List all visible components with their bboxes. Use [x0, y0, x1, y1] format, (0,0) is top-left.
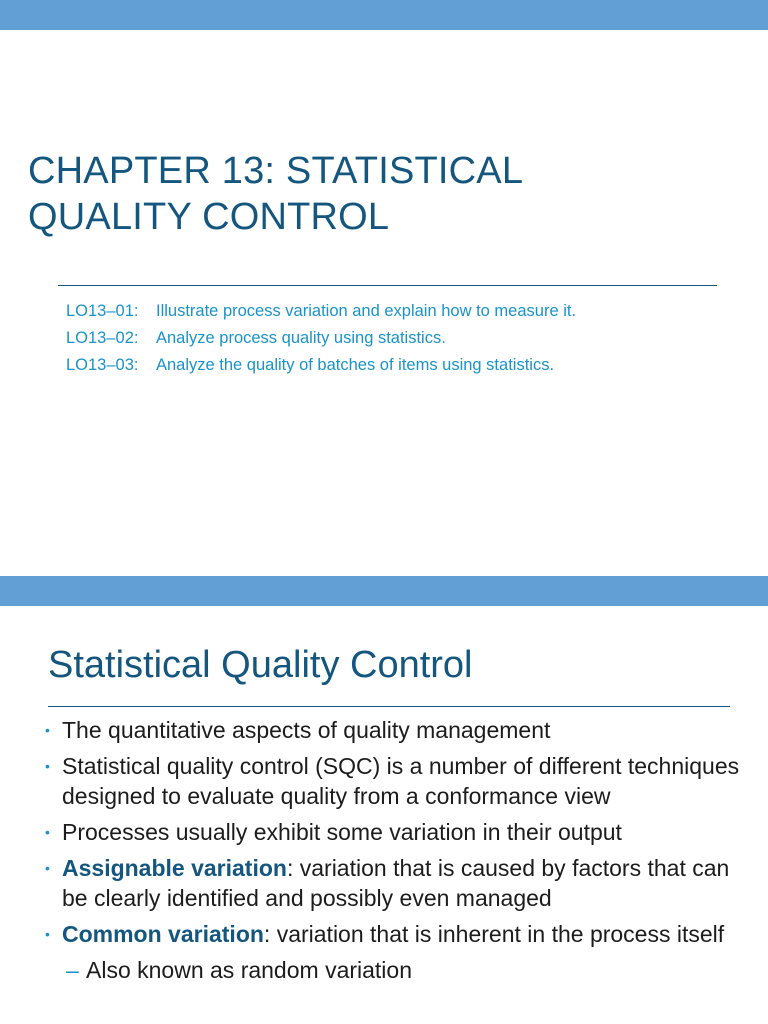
- objective-text: Illustrate process variation and explain how to measure it.: [156, 302, 577, 320]
- sub-bullet-item: [42, 955, 742, 985]
- objective-text: Analyze process quality using statistics.: [156, 329, 446, 347]
- learning-objective: [66, 354, 626, 376]
- bullet-dot-icon: •: [45, 824, 50, 840]
- bullet-dot-icon: •: [45, 860, 50, 876]
- bullet-item: [42, 751, 742, 811]
- section-divider: [48, 706, 730, 707]
- bullet-dot-icon: •: [45, 722, 50, 738]
- bullet-dot-icon: •: [45, 926, 50, 942]
- bullet-text: Processes usually exhibit some variation in their output: [62, 819, 622, 845]
- objective-text: Analyze the quality of batches of items using statistics.: [156, 356, 555, 374]
- bullet-item: [42, 853, 742, 913]
- objective-code: LO13–01:: [66, 302, 139, 320]
- sub-bullet-text: Also known as random variation: [86, 957, 412, 983]
- bullet-text: The quantitative aspects of quality management: [62, 717, 551, 743]
- learning-objectives-list: [66, 300, 626, 381]
- objective-code: LO13–03:: [66, 356, 139, 374]
- bullet-dot-icon: •: [45, 758, 50, 774]
- bullet-list: [42, 715, 742, 991]
- header-bar: [0, 576, 768, 606]
- bullet-item: [42, 715, 742, 745]
- bullet-text: : variation that is caused by factors that can be clearly identified and possibly even managed: [62, 855, 730, 911]
- section-title: Statistical Quality Control: [48, 644, 473, 686]
- learning-objective: [66, 327, 626, 349]
- sub-bullet-dash-icon: –: [66, 957, 79, 983]
- chapter-title: CHAPTER 13: STATISTICAL QUALITY CONTROL: [28, 150, 524, 238]
- bullet-item: [42, 919, 742, 949]
- bullet-term: Assignable variation: [62, 855, 287, 881]
- bullet-item: [42, 817, 742, 847]
- learning-objective: [66, 300, 626, 322]
- bullet-term: Common variation: [62, 921, 264, 947]
- header-bar: [0, 0, 768, 30]
- title-divider: [58, 285, 717, 286]
- objective-code: LO13–02:: [66, 329, 139, 347]
- bullet-text: : variation that is inherent in the process itself: [263, 921, 725, 947]
- bullet-text: Statistical quality control (SQC) is a number of different techniques designed to evaluate quality from a conformance view: [62, 753, 740, 809]
